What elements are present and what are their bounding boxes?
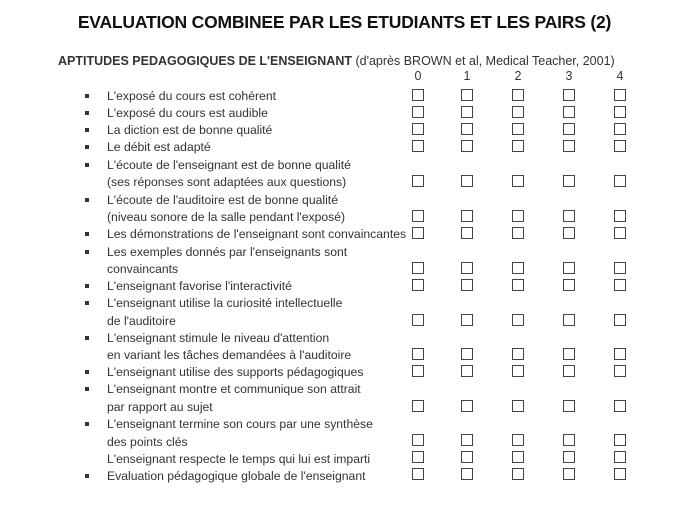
rating-checkbox-2[interactable]: [512, 400, 524, 412]
rating-checkbox-2[interactable]: [512, 227, 524, 239]
rating-checkbox-1[interactable]: [461, 400, 473, 412]
rating-checkbox-3[interactable]: [563, 348, 575, 360]
bullet-icon: [85, 250, 89, 254]
rating-checkbox-2[interactable]: [512, 434, 524, 446]
criterion-text: Evaluation pédagogique globale de l'enseignant: [107, 469, 366, 483]
criterion-text: Les démonstrations de l'enseignant sont convaincantes: [107, 227, 407, 241]
criterion-text: par rapport au sujet: [107, 400, 213, 414]
criterion-text: en variant les tâches demandées à l'auditoire: [107, 348, 352, 362]
bullet-icon: [85, 284, 89, 288]
rating-checkbox-3[interactable]: [563, 89, 575, 101]
bullet-icon: [85, 422, 89, 426]
rating-checkbox-2[interactable]: [512, 210, 524, 222]
rating-checkbox-2[interactable]: [512, 348, 524, 360]
criterion-text: L'enseignant favorise l'interactivité: [107, 279, 292, 293]
rating-checkbox-4[interactable]: [614, 468, 626, 480]
rating-checkbox-3[interactable]: [563, 262, 575, 274]
rating-checkbox-4[interactable]: [614, 123, 626, 135]
rating-checkbox-2[interactable]: [512, 106, 524, 118]
rating-checkbox-2[interactable]: [512, 262, 524, 274]
criterion-text: L'enseignant montre et communique son attrait: [107, 382, 361, 396]
rating-checkbox-4[interactable]: [614, 175, 626, 187]
bullet-icon: [85, 94, 89, 98]
criterion-text: (ses réponses sont adaptées aux questions): [107, 175, 347, 189]
rating-checkbox-4[interactable]: [614, 262, 626, 274]
rating-checkbox-3[interactable]: [563, 175, 575, 187]
criterion-text: L'enseignant utilise des supports pédagogiques: [107, 365, 364, 379]
scale-label-3: 3: [565, 69, 573, 83]
criterion-text: L'exposé du cours est audible: [107, 106, 268, 120]
rating-checkbox-0[interactable]: [412, 89, 424, 101]
rating-checkbox-0[interactable]: [412, 400, 424, 412]
criterion-text: L'enseignant termine son cours par une synthèse: [107, 417, 373, 431]
rating-checkbox-4[interactable]: [614, 314, 626, 326]
bullet-icon: [85, 474, 89, 478]
rating-checkbox-1[interactable]: [461, 210, 473, 222]
rating-checkbox-4[interactable]: [614, 434, 626, 446]
bullet-icon: [85, 163, 89, 167]
rating-checkbox-4[interactable]: [614, 279, 626, 291]
rating-checkbox-3[interactable]: [563, 451, 575, 463]
rating-checkbox-0[interactable]: [412, 279, 424, 291]
section-title: APTITUDES PEDAGOGIQUES DE L'ENSEIGNANT: [58, 54, 352, 68]
rating-checkbox-3[interactable]: [563, 106, 575, 118]
criterion-text: L'écoute de l'enseignant est de bonne qualité: [107, 158, 351, 172]
bullet-icon: [85, 301, 89, 305]
bullet-icon: [85, 198, 89, 202]
rating-checkbox-0[interactable]: [412, 227, 424, 239]
criterion-text: La diction est de bonne qualité: [107, 123, 273, 137]
bullet-icon: [85, 128, 89, 132]
rating-checkbox-0[interactable]: [412, 365, 424, 377]
rating-checkbox-1[interactable]: [461, 227, 473, 239]
section-source: (d'après BROWN et al, Medical Teacher, 2001): [355, 54, 615, 68]
criterion-text: des points clés: [107, 435, 188, 449]
rating-checkbox-4[interactable]: [614, 140, 626, 152]
rating-checkbox-3[interactable]: [563, 227, 575, 239]
rating-checkbox-3[interactable]: [563, 400, 575, 412]
rating-checkbox-1[interactable]: [461, 365, 473, 377]
rating-checkbox-3[interactable]: [563, 140, 575, 152]
rating-checkbox-1[interactable]: [461, 279, 473, 291]
rating-checkbox-3[interactable]: [563, 468, 575, 480]
rating-checkbox-1[interactable]: [461, 314, 473, 326]
rating-checkbox-3[interactable]: [563, 123, 575, 135]
rating-checkbox-1[interactable]: [461, 123, 473, 135]
bullet-icon: [85, 387, 89, 391]
rating-checkbox-1[interactable]: [461, 262, 473, 274]
rating-checkbox-2[interactable]: [512, 140, 524, 152]
rating-checkbox-0[interactable]: [412, 348, 424, 360]
rating-checkbox-0[interactable]: [412, 175, 424, 187]
rating-checkbox-2[interactable]: [512, 175, 524, 187]
rating-checkbox-2[interactable]: [512, 89, 524, 101]
bullet-icon: [85, 145, 89, 149]
rating-checkbox-2[interactable]: [512, 468, 524, 480]
rating-checkbox-2[interactable]: [512, 279, 524, 291]
rating-checkbox-0[interactable]: [412, 140, 424, 152]
rating-checkbox-1[interactable]: [461, 348, 473, 360]
rating-checkbox-1[interactable]: [461, 451, 473, 463]
rating-checkbox-3[interactable]: [563, 434, 575, 446]
rating-checkbox-4[interactable]: [614, 365, 626, 377]
criterion-text: L'exposé du cours est cohérent: [107, 89, 276, 103]
bullet-icon: [85, 370, 89, 374]
section-subtitle: [58, 54, 615, 68]
criterion-text: L'enseignant stimule le niveau d'attention: [107, 331, 330, 345]
rating-checkbox-2[interactable]: [512, 314, 524, 326]
rating-checkbox-2[interactable]: [512, 365, 524, 377]
rating-checkbox-0[interactable]: [412, 468, 424, 480]
page-title: EVALUATION COMBINEE PAR LES ETUDIANTS ET LES PAIRS (2): [77, 12, 612, 32]
rating-checkbox-3[interactable]: [563, 279, 575, 291]
rating-checkbox-4[interactable]: [614, 451, 626, 463]
criterion-text: convaincants: [107, 262, 179, 276]
rating-checkbox-1[interactable]: [461, 89, 473, 101]
rating-checkbox-3[interactable]: [563, 314, 575, 326]
bullet-icon: [85, 336, 89, 340]
rating-checkbox-1[interactable]: [461, 175, 473, 187]
rating-checkbox-0[interactable]: [412, 106, 424, 118]
rating-checkbox-4[interactable]: [614, 210, 626, 222]
rating-checkbox-4[interactable]: [614, 348, 626, 360]
scale-label-4: 4: [616, 69, 624, 83]
rating-checkbox-2[interactable]: [512, 123, 524, 135]
rating-checkbox-1[interactable]: [461, 434, 473, 446]
criterion-text: Le débit est adapté: [107, 140, 211, 154]
criterion-text: (niveau sonore de la salle pendant l'exposé): [107, 210, 346, 224]
rating-checkbox-2[interactable]: [512, 451, 524, 463]
scale-label-0: 0: [414, 69, 422, 83]
rating-checkbox-0[interactable]: [412, 123, 424, 135]
rating-checkbox-0[interactable]: [412, 434, 424, 446]
rating-checkbox-0[interactable]: [412, 210, 424, 222]
criterion-text: L'enseignant respecte le temps qui lui est imparti: [107, 452, 371, 466]
scale-label-2: 2: [514, 69, 522, 83]
criterion-text: Les exemples donnés par l'enseignants sont: [107, 245, 348, 259]
rating-checkbox-1[interactable]: [461, 140, 473, 152]
rating-checkbox-4[interactable]: [614, 89, 626, 101]
criterion-text: L'enseignant utilise la curiosité intellectuelle: [107, 296, 343, 310]
rating-checkbox-3[interactable]: [563, 210, 575, 222]
bullet-icon: [85, 111, 89, 115]
scale-label-1: 1: [463, 69, 471, 83]
rating-checkbox-3[interactable]: [563, 365, 575, 377]
bullet-icon: [85, 232, 89, 236]
rating-checkbox-0[interactable]: [412, 262, 424, 274]
rating-checkbox-4[interactable]: [614, 227, 626, 239]
rating-checkbox-4[interactable]: [614, 400, 626, 412]
rating-checkbox-4[interactable]: [614, 106, 626, 118]
rating-checkbox-1[interactable]: [461, 468, 473, 480]
rating-checkbox-0[interactable]: [412, 314, 424, 326]
criterion-text: de l'auditoire: [107, 314, 176, 328]
rating-checkbox-0[interactable]: [412, 451, 424, 463]
rating-checkbox-1[interactable]: [461, 106, 473, 118]
criterion-text: L'écoute de l'auditoire est de bonne qualité: [107, 193, 338, 207]
